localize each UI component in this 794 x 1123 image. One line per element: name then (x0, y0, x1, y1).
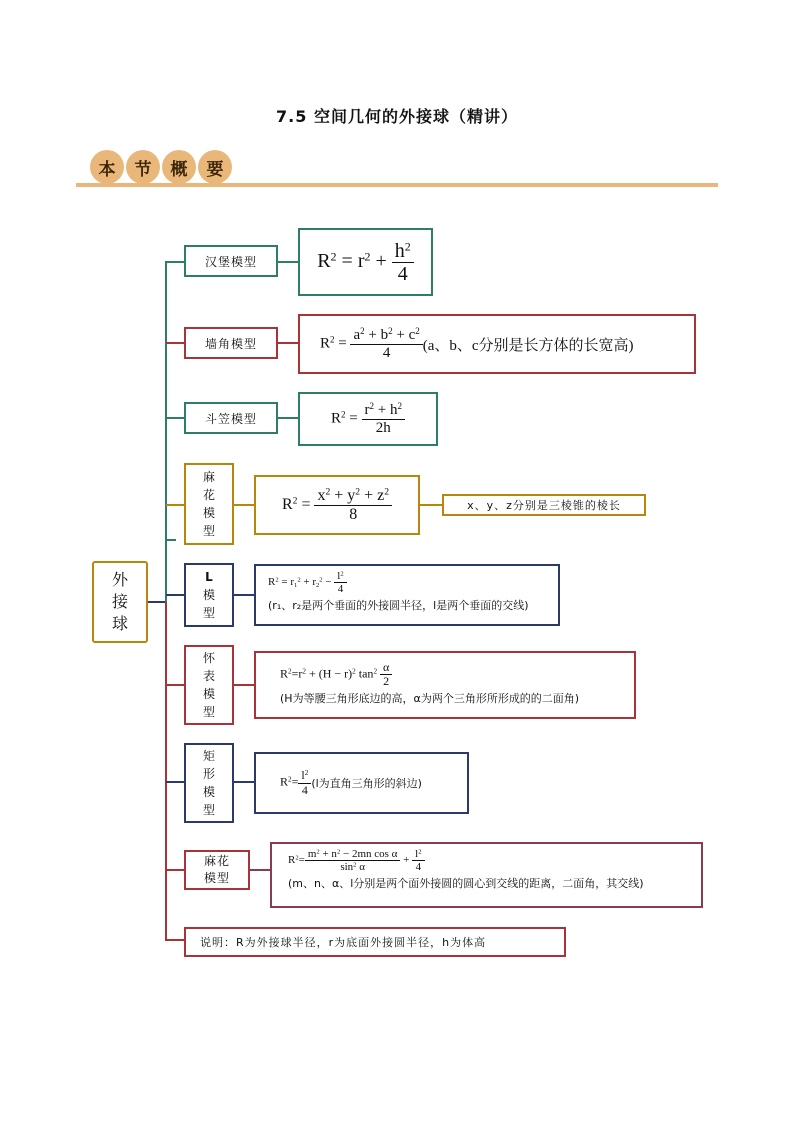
twist-side-note: x、y、z分别是三棱锥的棱长 (442, 494, 646, 516)
model-label-twist (184, 463, 234, 545)
model-label-l (184, 563, 234, 627)
formula-text: $R^2=$ $\frac{m^2 + n^2 - 2mn \cos \alpha}{\sin^2 \alpha}$ + $\frac{l^2}{4}$ (288, 848, 701, 873)
label-char: 模 (202, 588, 215, 602)
banner-char: 节 (126, 150, 160, 184)
root-char: 球 (111, 614, 128, 633)
banner-char: 要 (198, 150, 232, 184)
formula-note: (l为直角三角形的斜边) (311, 777, 422, 790)
formula-corner (298, 314, 696, 374)
label-char: 模 (202, 687, 215, 701)
formula-text: $R^2 = r_1^2 + r_2^2$ − $\frac{l^2}{4}$ (268, 570, 558, 595)
banner-char: 概 (162, 150, 196, 184)
formula-hamburger (298, 228, 433, 296)
formula-watch (254, 651, 636, 719)
model-label-rectangle (184, 743, 234, 823)
formula-note: (r₁、r₂是两个垂面的外接圆半径，l是两个垂面的交线) (268, 599, 529, 613)
formula-text: $R^2=$ $\frac{l^2}{4}$ (280, 769, 311, 796)
formula-rectangle (254, 752, 469, 814)
root-node (92, 561, 148, 643)
formula-l (254, 564, 560, 626)
formula-twist-2 (270, 842, 703, 908)
label-char: L (205, 570, 213, 584)
root-char: 接 (111, 592, 128, 611)
formula-note: (m、n、α、l分别是两个面外接圆的圆心到交线的距离，二面角，其交线) (288, 877, 644, 891)
label-char: 型 (202, 606, 215, 620)
model-label-twist-2: 麻花 模型 (184, 850, 250, 890)
formula-text: $R^2=r^2 + (H - r)^2$ $\tan^2$ $\frac{\alpha}{2}$ (280, 661, 634, 688)
label-char: 花 (202, 488, 215, 502)
label-char: 表 (202, 669, 215, 683)
formula-note: (H为等腰三角形底边的高，α为两个三角形所形成的的二面角) (280, 692, 580, 706)
formula-text: $R^2$ = $\frac{a^2 + b^2 + c^2}{4}$ (320, 327, 423, 361)
explanation-box: 说明：R为外接球半径，r为底面外接圆半径，h为体高 (184, 927, 566, 957)
model-label-corner: 墙角模型 (184, 327, 278, 359)
banner-char: 本 (90, 150, 124, 184)
formula-hat (298, 392, 438, 446)
label-char: 型 (202, 524, 215, 538)
label-char: 麻 (202, 470, 215, 484)
label-char: 型 (202, 803, 215, 817)
model-label-hamburger: 汉堡模型 (184, 245, 278, 277)
label-char: 型 (202, 705, 215, 719)
label-char: 模 (202, 506, 215, 520)
root-char: 外 (111, 570, 128, 589)
formula-note: (a、b、c分别是长方体的长宽高) (422, 337, 634, 354)
formula-text: $R^2$ = $\frac{x^2 + y^2 + z^2}{8}$ (282, 487, 392, 523)
label-char: 矩 (202, 749, 215, 763)
formula-text: $R^2$ = $\frac{r^2 + h^2}{2h}$ (331, 402, 405, 436)
page-title: 7.5 空间几何的外接球（精讲） (276, 107, 518, 126)
label-char: 模 (202, 785, 215, 799)
formula-twist (254, 475, 420, 535)
label-char: 形 (202, 767, 215, 781)
model-label-watch (184, 645, 234, 725)
model-label-hat: 斗笠模型 (184, 402, 278, 434)
formula-text: $R^2 = r^2$ + $\frac{h^2}{4}$ (317, 240, 414, 285)
label-char: 怀 (202, 651, 215, 665)
